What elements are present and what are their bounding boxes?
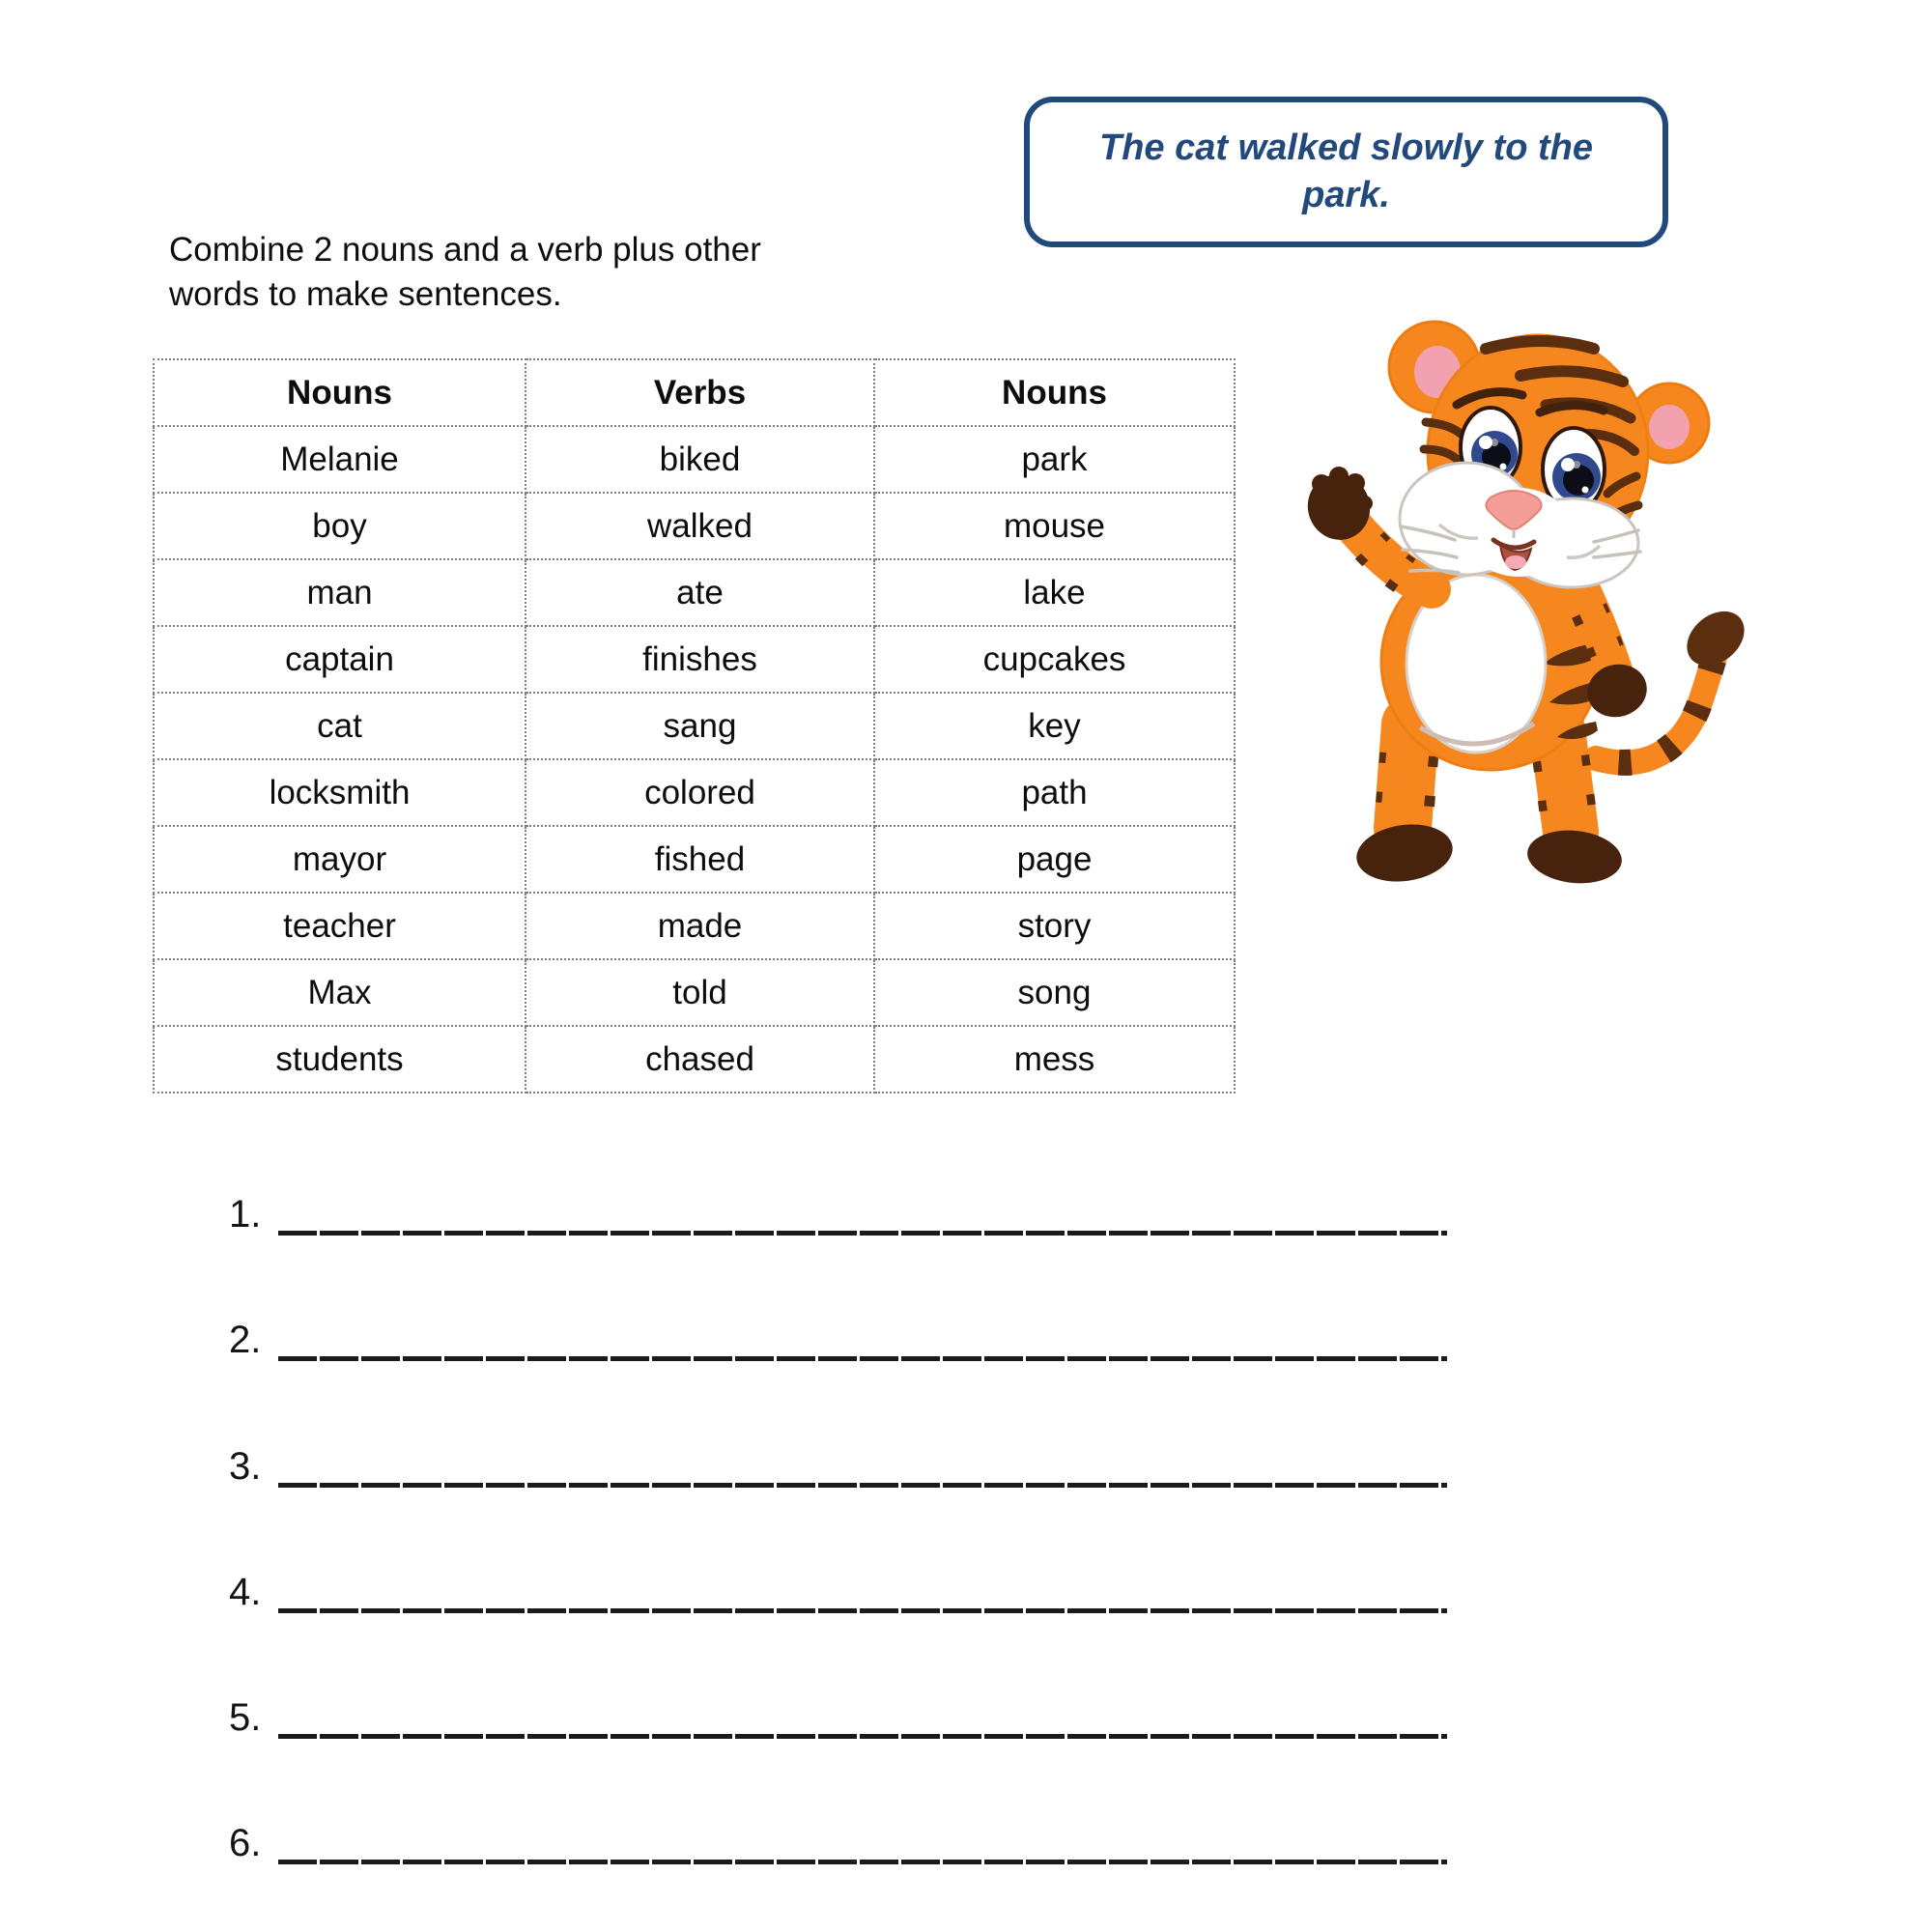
- table-row: [154, 693, 1235, 759]
- instructions-line: Combine 2 nouns and a verb plus other: [169, 231, 761, 269]
- table-cell: path: [874, 759, 1235, 826]
- answer-row: [229, 1441, 1447, 1488]
- instructions-line: words to make sentences.: [169, 275, 562, 313]
- answer-number: 4.: [229, 1571, 262, 1613]
- example-sentence-line: The cat walked slowly to the: [1098, 128, 1593, 168]
- answer-blank-line[interactable]: [278, 1483, 1447, 1488]
- table-cell: ate: [526, 559, 874, 626]
- table-cell: mayor: [154, 826, 526, 893]
- answer-row: [229, 1818, 1447, 1864]
- table-cell: Melanie: [154, 426, 526, 493]
- answer-number: 2.: [229, 1319, 262, 1361]
- answer-blank-line[interactable]: [278, 1608, 1447, 1613]
- table-cell: teacher: [154, 893, 526, 959]
- table-cell: cupcakes: [874, 626, 1235, 693]
- answer-row: [229, 1692, 1447, 1739]
- answer-row: [229, 1567, 1447, 1613]
- table-cell: made: [526, 893, 874, 959]
- tiger-illustration: [1294, 285, 1835, 903]
- table-cell: told: [526, 959, 874, 1026]
- table-cell: finishes: [526, 626, 874, 693]
- table-cell: chased: [526, 1026, 874, 1093]
- table-header-verbs: Verbs: [526, 359, 874, 426]
- table-header-row: [154, 359, 1235, 426]
- table-cell: Max: [154, 959, 526, 1026]
- answer-number: 6.: [229, 1822, 262, 1864]
- table-row: [154, 1026, 1235, 1093]
- table-cell: mouse: [874, 493, 1235, 559]
- table-cell: locksmith: [154, 759, 526, 826]
- tiger-mascot-icon: [1294, 285, 1835, 903]
- answer-blank-line[interactable]: [278, 1734, 1447, 1739]
- table-cell: students: [154, 1026, 526, 1093]
- table-cell: sang: [526, 693, 874, 759]
- answer-number: 1.: [229, 1193, 262, 1236]
- table-row: [154, 893, 1235, 959]
- table-row: [154, 759, 1235, 826]
- table-cell: mess: [874, 1026, 1235, 1093]
- table-cell: cat: [154, 693, 526, 759]
- table-cell: song: [874, 959, 1235, 1026]
- table-cell: biked: [526, 426, 874, 493]
- table-cell: fished: [526, 826, 874, 893]
- table-cell: key: [874, 693, 1235, 759]
- example-sentence-box: [1024, 97, 1668, 247]
- table-row: [154, 959, 1235, 1026]
- table-cell: lake: [874, 559, 1235, 626]
- table-row: [154, 826, 1235, 893]
- table-cell: park: [874, 426, 1235, 493]
- table-cell: captain: [154, 626, 526, 693]
- table-header-nouns-2: Nouns: [874, 359, 1235, 426]
- table-cell: colored: [526, 759, 874, 826]
- table-cell: man: [154, 559, 526, 626]
- table-row: [154, 559, 1235, 626]
- answer-blank-line[interactable]: [278, 1356, 1447, 1361]
- example-sentence-line: park.: [1302, 175, 1390, 215]
- word-table: [153, 358, 1236, 1094]
- table-cell: boy: [154, 493, 526, 559]
- table-row: [154, 426, 1235, 493]
- table-row: [154, 626, 1235, 693]
- answer-blank-line[interactable]: [278, 1860, 1447, 1864]
- answer-row: [229, 1189, 1447, 1236]
- table-cell: story: [874, 893, 1235, 959]
- answer-blank-line[interactable]: [278, 1231, 1447, 1236]
- answer-row: [229, 1315, 1447, 1361]
- answer-number: 5.: [229, 1696, 262, 1739]
- instructions-text: [169, 228, 761, 317]
- table-cell: walked: [526, 493, 874, 559]
- table-cell: page: [874, 826, 1235, 893]
- tiger-head: [1389, 322, 1709, 587]
- answer-number: 3.: [229, 1445, 262, 1488]
- table-row: [154, 493, 1235, 559]
- table-header-nouns-1: Nouns: [154, 359, 526, 426]
- tiger-right-arm: [1580, 586, 1653, 724]
